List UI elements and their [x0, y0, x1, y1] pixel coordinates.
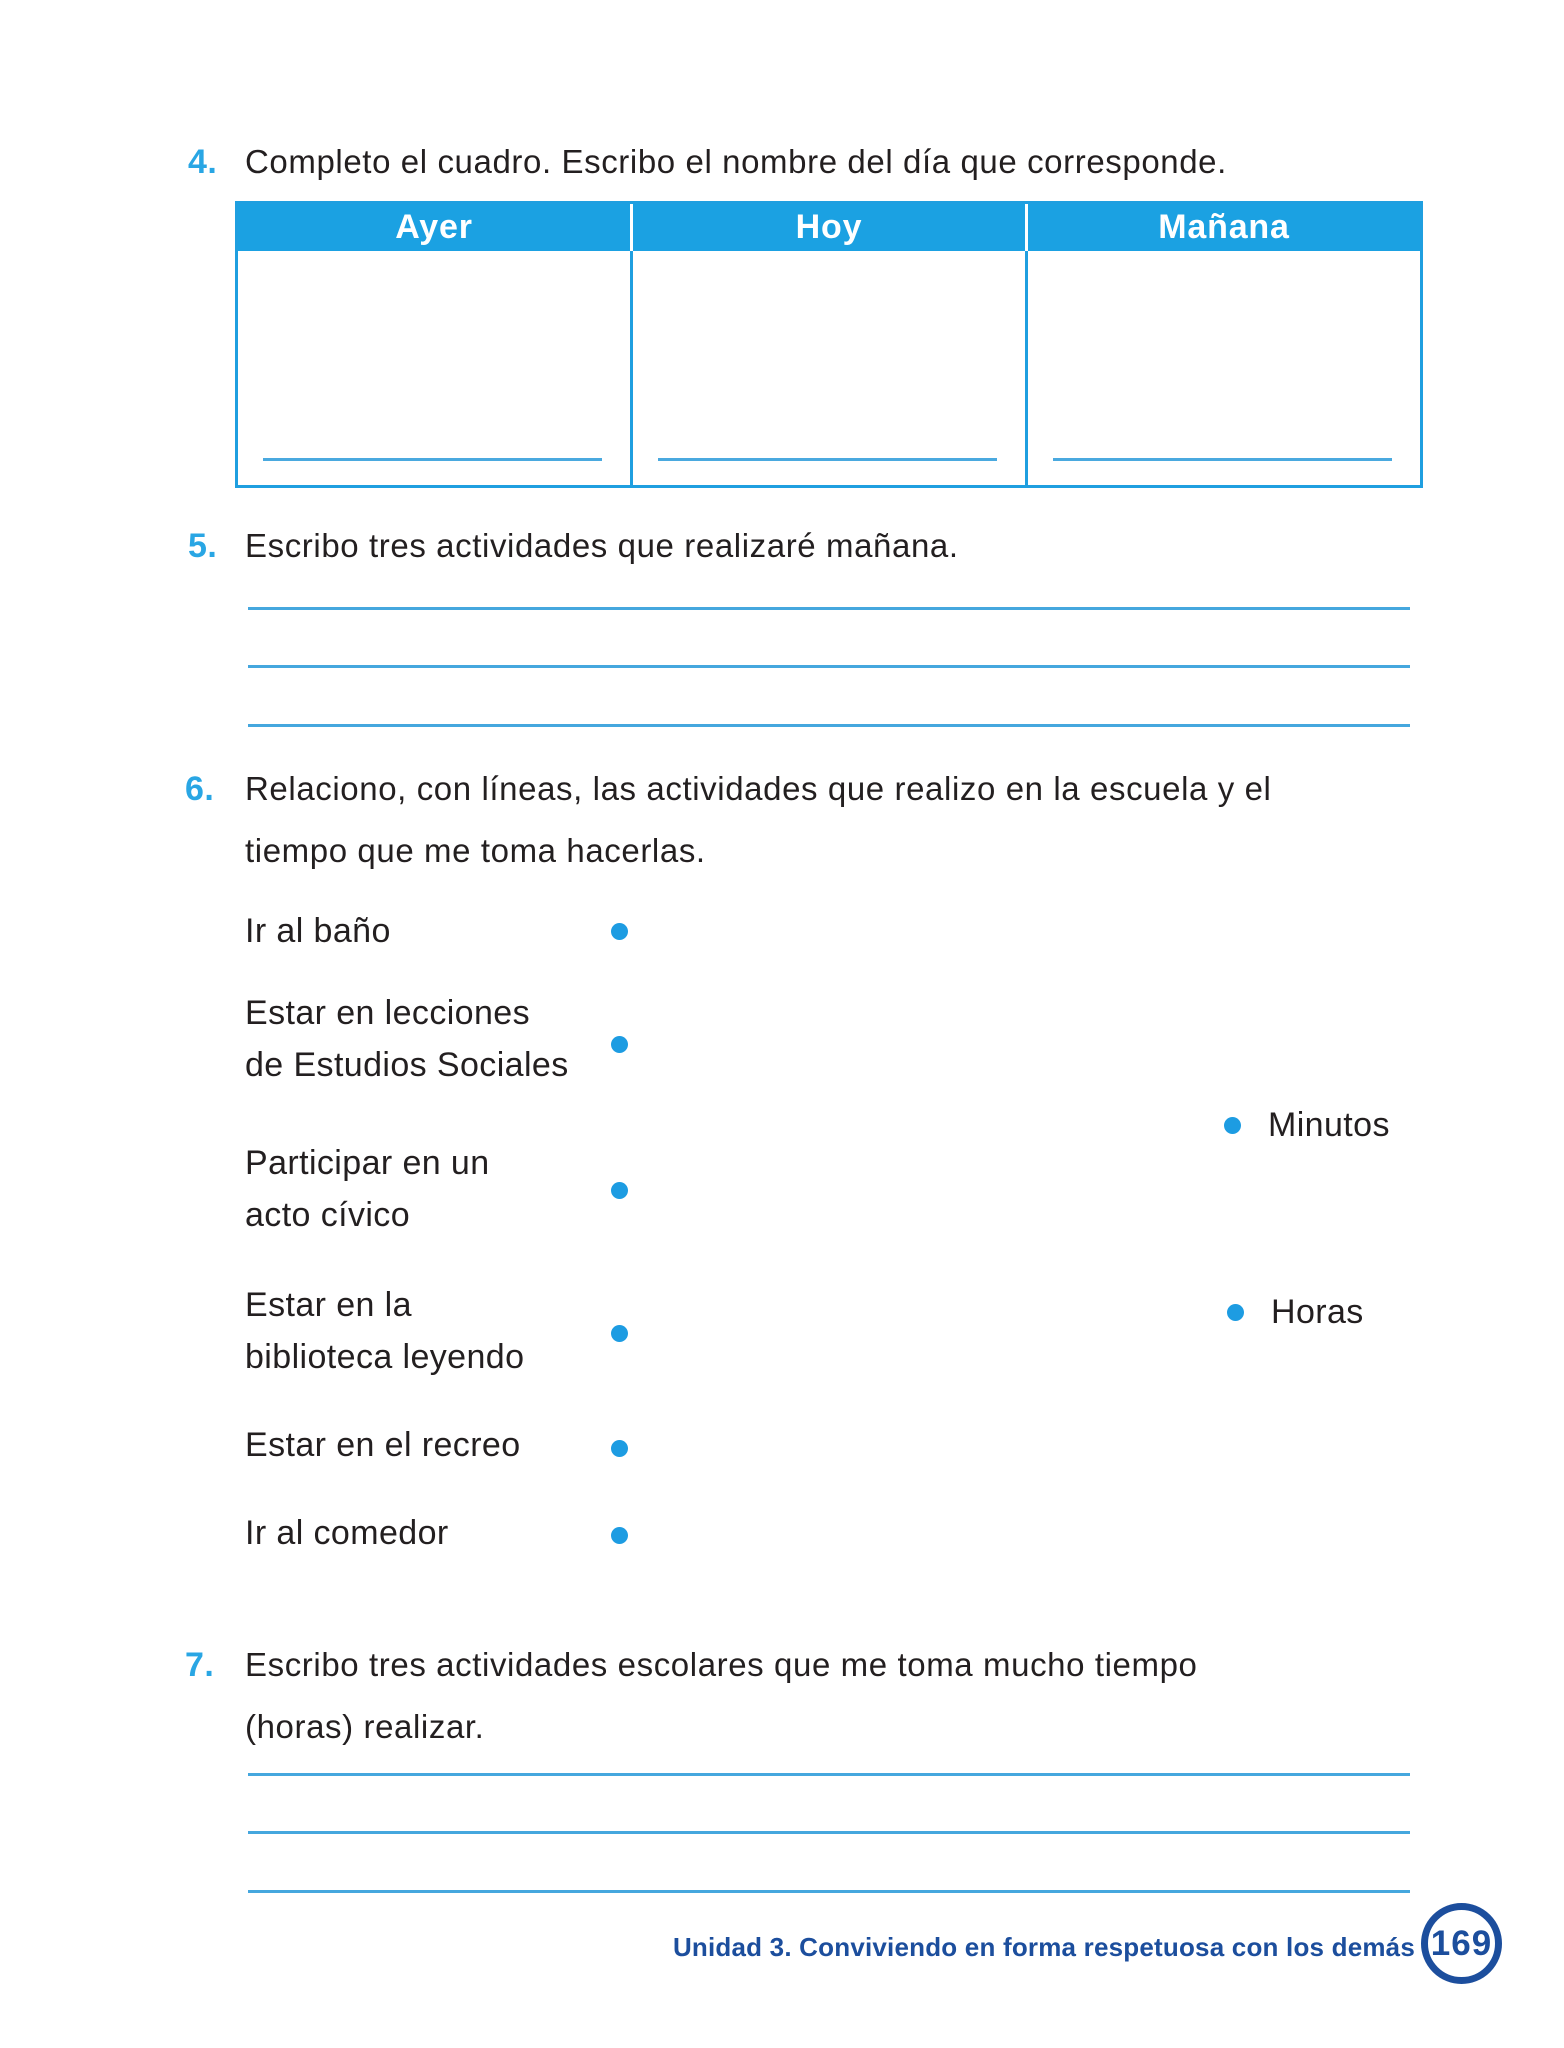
match-left-item-6: [245, 1507, 449, 1559]
connector-dot-icon: [1224, 1117, 1241, 1134]
match-item-label: Participar en un: [245, 1144, 490, 1182]
question-5-text: Escribo tres actividades que realizaré mañana.: [245, 527, 959, 564]
match-item-label: Ir al comedor: [245, 1514, 449, 1552]
question-7-text-line1: Escribo tres actividades escolares que me toma mucho tiempo: [245, 1646, 1198, 1683]
connector-dot-icon: [611, 923, 628, 940]
footer-unit-title: Unidad 3. Conviviendo en forma respetuosa con los demás: [672, 1932, 1415, 1962]
match-item-label: acto cívico: [245, 1196, 411, 1234]
cell-answer-blank: [658, 458, 997, 461]
match-right-item-minutos: Minutos: [1268, 1106, 1390, 1144]
connector-dot-icon: [611, 1325, 628, 1342]
question-6-number: 6.: [185, 770, 215, 808]
days-table-header-row: [238, 204, 1420, 251]
days-table-body-row: [238, 251, 1420, 485]
cell-answer-blank: [1053, 458, 1392, 461]
question-5-number: 5.: [188, 527, 218, 565]
match-left-item-4: [245, 1279, 524, 1383]
days-table: [235, 201, 1423, 488]
answer-line: [248, 724, 1410, 727]
table-header-manana: Mañana: [1025, 204, 1420, 251]
answer-line: [248, 665, 1410, 668]
cell-answer-blank: [263, 458, 602, 461]
answer-line: [248, 1890, 1410, 1893]
table-cell-hoy: [630, 251, 1025, 485]
table-header-ayer: Ayer: [395, 208, 473, 246]
table-cell-ayer: [238, 251, 630, 485]
page-number: 169: [1430, 1923, 1493, 1963]
question-7-text-line2: (horas) realizar.: [245, 1708, 485, 1745]
match-item-label: Estar en lecciones: [245, 994, 531, 1032]
connector-dot-icon: [611, 1440, 628, 1457]
match-item-label: Estar en el recreo: [245, 1426, 521, 1464]
match-item-label: Ir al baño: [245, 912, 391, 950]
answer-line: [248, 1831, 1410, 1834]
match-right-item-horas: Horas: [1271, 1293, 1364, 1331]
answer-line: [248, 607, 1410, 610]
match-left-item-5: [245, 1419, 521, 1471]
match-item-label: Estar en la: [245, 1286, 412, 1324]
connector-dot-icon: [611, 1527, 628, 1544]
answer-line: [248, 1773, 1410, 1776]
question-4-number: 4.: [188, 143, 218, 181]
page-number-badge: [1421, 1903, 1502, 1984]
match-left-item-2: [245, 987, 569, 1091]
match-item-label: biblioteca leyendo: [245, 1338, 525, 1376]
question-7-number: 7.: [185, 1646, 215, 1684]
match-left-item-1: [245, 905, 391, 957]
connector-dot-icon: [611, 1036, 628, 1053]
match-left-item-3: [245, 1137, 490, 1241]
question-6-text-line2: tiempo que me toma hacerlas.: [245, 832, 706, 869]
connector-dot-icon: [1227, 1304, 1244, 1321]
question-6-text-line1: Relaciono, con líneas, las actividades que realizo en la escuela y el: [245, 770, 1272, 807]
connector-dot-icon: [611, 1182, 628, 1199]
table-header-hoy: Hoy: [630, 204, 1025, 251]
table-cell-manana: [1025, 251, 1420, 485]
match-item-label: de Estudios Sociales: [245, 1046, 569, 1084]
question-4-text: Completo el cuadro. Escribo el nombre del día que corresponde.: [245, 143, 1227, 180]
